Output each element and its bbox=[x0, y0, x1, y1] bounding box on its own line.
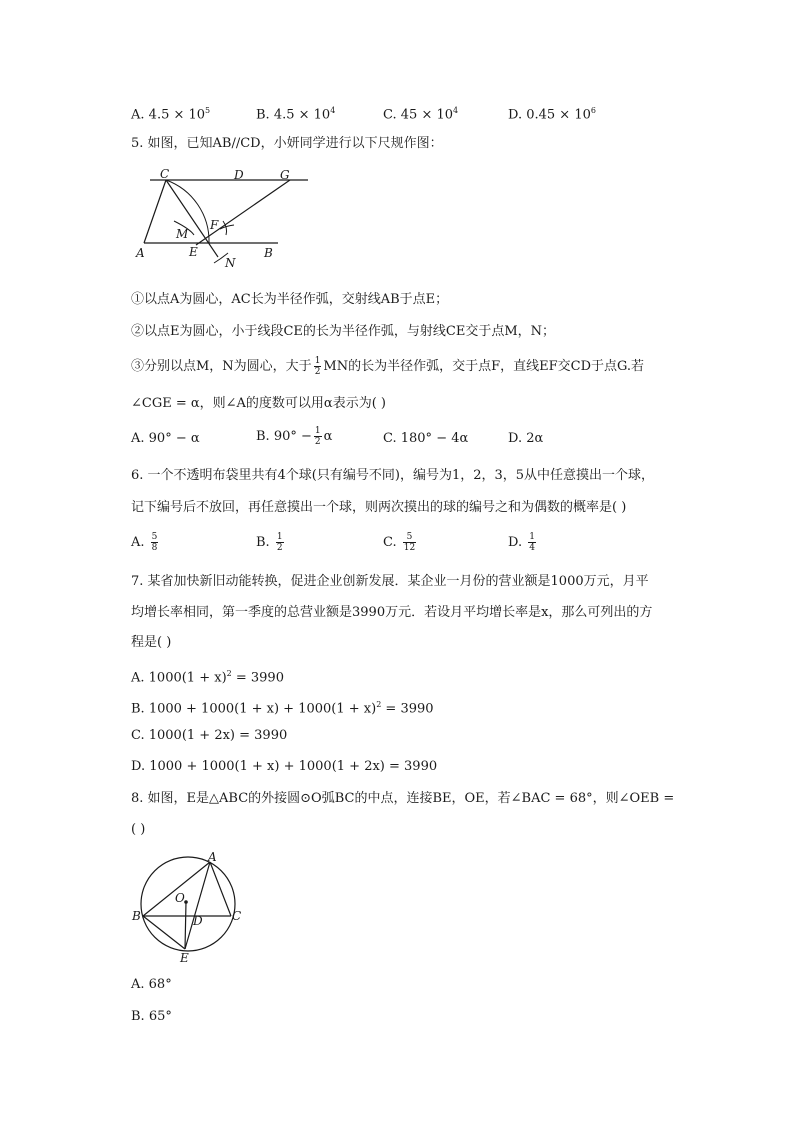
line-eg bbox=[196, 180, 290, 245]
q8-option-a: A. 68° bbox=[131, 977, 172, 992]
q6-line1: 6. 一个不透明布袋里共有4个球(只有编号不同)，编号为1，2，3，5从中任意摸出一个球， bbox=[131, 468, 655, 483]
label-b: B bbox=[264, 246, 273, 260]
label-g: G bbox=[280, 168, 290, 182]
q5-option-b: B. 90° − $\frac{1}{2}$ α bbox=[256, 426, 333, 447]
q5-stem: 5. 如图，已知AB//CD，小妍同学进行以下尺规作图： bbox=[131, 136, 443, 151]
label-n: N bbox=[225, 256, 236, 270]
q5-figure bbox=[130, 163, 320, 273]
q7-option-a: A. $1000(1 + x)^2 = 3990$ bbox=[131, 669, 284, 686]
q4-option-b: B. $4.5 \times 10^4$ bbox=[256, 106, 336, 123]
segment-ac bbox=[144, 180, 166, 243]
q6-option-c: C. $\frac{5}{12}$ bbox=[383, 532, 416, 553]
q5-option-d: D. 2α bbox=[508, 431, 544, 446]
q7-option-c: C. 1000(1 + 2x) = 3990 bbox=[131, 728, 288, 743]
q5-step1: ①以点A为圆心，AC长为半径作弧，交射线AB于点E； bbox=[131, 292, 449, 307]
q6-line2: 记下编号后不放回，再任意摸出一个球，则两次摸出的球的编号之和为偶数的概率是( ) bbox=[131, 500, 627, 515]
label-f: F bbox=[210, 218, 219, 232]
q6-option-a: A. $\frac{5}{8}$ bbox=[131, 532, 158, 553]
q4-option-c: C. $45 \times 10^4$ bbox=[383, 106, 459, 123]
q7-line1: 7. 某省加快新旧动能转换，促进企业创新发展．某企业一月份的营业额是1000万元，月平 bbox=[131, 574, 649, 589]
q7-option-b: B. $1000 + 1000(1 + x) + 1000(1 + x)^2 = 3990$ bbox=[131, 700, 434, 717]
q8-line1: 8. 如图，E是△ABC的外接圆⊙O弧BC的中点，连接BE，OE，若∠BAC = 68°，则∠OEB = bbox=[131, 791, 675, 806]
q6-option-b: B. $\frac{1}{2}$ bbox=[256, 532, 283, 553]
label-e: E bbox=[180, 951, 189, 965]
q5-option-a: A. 90° − α bbox=[131, 431, 200, 446]
q6-option-d: D. $\frac{1}{4}$ bbox=[508, 532, 535, 553]
label-b: B bbox=[132, 909, 141, 923]
label-d: D bbox=[234, 168, 244, 182]
q8-option-b: B. 65° bbox=[131, 1009, 172, 1024]
label-d: D bbox=[193, 914, 203, 928]
segment-oe bbox=[185, 902, 186, 949]
label-c: C bbox=[232, 909, 242, 923]
q4-option-d: D. $0.45 \times 10^6$ bbox=[508, 106, 596, 123]
q8-line2: ( ) bbox=[131, 822, 146, 837]
q5-step4: ∠CGE = α，则∠A的度数可以用α表示为( ) bbox=[131, 396, 386, 411]
q5-step3: ③分别以点M，N为圆心，大于 $\frac{1}{2}$ MN的长为半径作弧，交于点F，直线EF交CD于点G.若 bbox=[131, 356, 645, 377]
segment-ab bbox=[143, 862, 210, 916]
segment-ae bbox=[185, 862, 210, 949]
label-c: C bbox=[160, 167, 170, 181]
label-a: A bbox=[208, 850, 217, 864]
q4-option-a: A. $4.5 \times 10^5$ bbox=[131, 106, 211, 123]
q8-figure bbox=[130, 850, 250, 965]
q5-option-c: C. 180° − 4α bbox=[383, 431, 469, 446]
q7-line2: 均增长率相同，第一季度的总营业额是3990万元．若设月平均增长率是x，那么可列出的方 bbox=[131, 605, 653, 620]
q5-step2: ②以点E为圆心，小于线段CE的长为半径作弧，与射线CE交于点M，N； bbox=[131, 324, 556, 339]
q7-line3: 程是( ) bbox=[131, 635, 172, 650]
label-o: O bbox=[175, 891, 185, 905]
label-m: M bbox=[176, 227, 189, 241]
q7-option-d: D. 1000 + 1000(1 + x) + 1000(1 + 2x) = 3990 bbox=[131, 759, 438, 774]
label-e: E bbox=[189, 245, 198, 259]
label-a: A bbox=[136, 246, 145, 260]
